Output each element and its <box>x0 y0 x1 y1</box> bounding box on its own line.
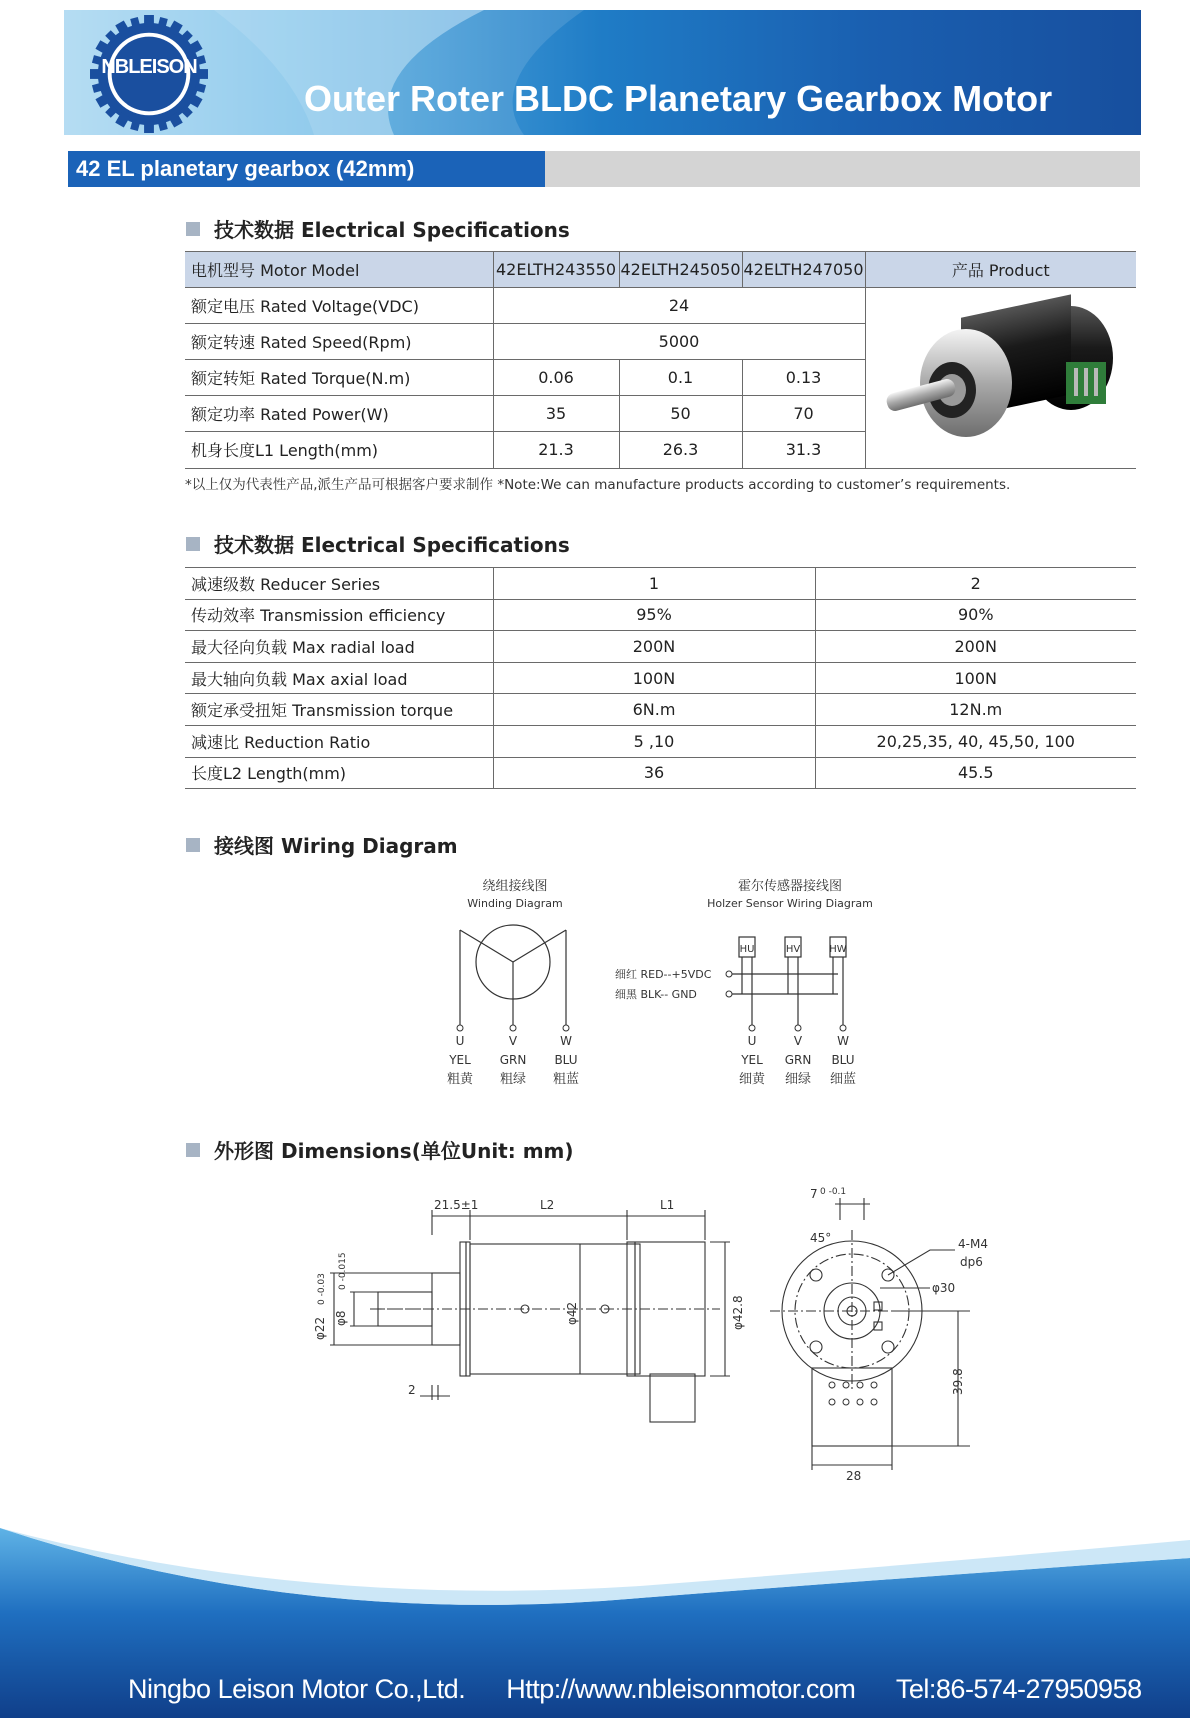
hall-title-en: Holzer Sensor Wiring Diagram <box>707 897 873 910</box>
hall-title-cn: 霍尔传感器接线图 <box>737 879 843 894</box>
cell-value: 0.06 <box>493 359 619 395</box>
hall-pin-phase: V <box>793 1034 803 1048</box>
winding-title-cn: 绕组接线图 <box>482 879 548 894</box>
cell-value: 6N.m <box>493 694 815 726</box>
winding-pin-color: BLU <box>554 1053 578 1067</box>
hall-pin-color: BLU <box>831 1053 855 1067</box>
sensor-label: HU <box>739 944 755 955</box>
section-heading-wiring: 接线图 Wiring Diagram <box>186 830 458 859</box>
winding-symbol <box>460 925 566 1025</box>
table-row <box>185 287 1136 323</box>
cell-value: 95% <box>493 599 815 631</box>
cell-value: 31.3 <box>742 432 865 468</box>
page-title: Outer Roter BLDC Planetary Gearbox Motor <box>304 78 1053 119</box>
cell-value: 0.1 <box>619 359 742 395</box>
cell-value: 50 <box>619 396 742 432</box>
cell-value: 200N <box>815 631 1136 663</box>
bullet-square-icon <box>186 1143 200 1157</box>
hall-pin-color: YEL <box>741 1053 763 1067</box>
winding-pin-phase: V <box>508 1034 518 1048</box>
bullet-square-icon <box>186 838 200 852</box>
row-label: 减速比 Reduction Ratio <box>185 725 493 757</box>
row-label: 传动效率 Transmission efficiency <box>185 599 493 631</box>
hall-pin-color: GRN <box>784 1053 812 1067</box>
dim-key: 7 <box>810 1187 818 1201</box>
motor-product-image <box>866 288 1136 464</box>
row-label: 机身长度L1 Length(mm) <box>185 432 493 468</box>
table-row <box>185 757 1136 789</box>
dim-height: 39.8 <box>951 1368 965 1395</box>
cell-value: 26.3 <box>619 432 742 468</box>
footer-company: Ningbo Leison Motor Co.,Ltd. <box>128 1674 466 1704</box>
winding-title-en: Winding Diagram <box>467 897 563 910</box>
cell-value: 200N <box>493 631 815 663</box>
dim-key-tol: 0 -0.1 <box>820 1187 847 1197</box>
electrical-spec-table <box>185 251 1136 469</box>
gearbox-spec-table <box>185 567 1136 789</box>
dim-shaft-length: 21.5±1 <box>434 1198 479 1212</box>
hall-pin-phase: W <box>837 1034 849 1048</box>
header-cell: 产品 Product <box>865 252 1136 288</box>
footer-tel: Tel:86-574-27950958 <box>895 1674 1142 1704</box>
winding-pin-cn: 粗绿 <box>499 1072 527 1087</box>
dim-pcd: φ30 <box>932 1281 956 1295</box>
cell-value: 36 <box>493 757 815 789</box>
cell-value: 90% <box>815 599 1136 631</box>
blk-wire-label: 细黑 BLK-- GND <box>615 988 697 1001</box>
hall-pin-cn: 细蓝 <box>829 1072 857 1087</box>
cell-value: 100N <box>493 662 815 694</box>
header-cell: 42ELTH245050 <box>619 252 742 288</box>
subtitle: 42 EL planetary gearbox (42mm) <box>76 156 415 181</box>
winding-pin-cn: 粗黄 <box>446 1072 474 1087</box>
dim-gear-dia: φ42 <box>565 1301 579 1325</box>
cell-value: 2 <box>815 568 1136 600</box>
row-label: 额定电压 Rated Voltage(VDC) <box>185 287 493 323</box>
cell-value: 12N.m <box>815 694 1136 726</box>
bullet-square-icon <box>186 537 200 551</box>
sensor-label: HW <box>829 944 847 955</box>
table-row <box>185 568 1136 600</box>
custom-note: *以上仅为代表性产品,派生产品可根据客户要求制作 *Note:We can manufacture products according to customer’s requirements. <box>185 477 1011 493</box>
hall-pin-cn: 细绿 <box>784 1072 812 1087</box>
table-row <box>185 631 1136 663</box>
dim-l1: L1 <box>660 1198 675 1212</box>
bullet-square-icon <box>186 222 200 236</box>
cell-value: 45.5 <box>815 757 1136 789</box>
cell-value: 5 ,10 <box>493 725 815 757</box>
table-row <box>185 694 1136 726</box>
table-row <box>185 662 1136 694</box>
header-cell: 42ELTH243550 <box>493 252 619 288</box>
row-label: 最大径向负载 Max radial load <box>185 631 493 663</box>
dim-angle: 45° <box>810 1231 832 1245</box>
subtitle-bar-blue <box>68 151 545 187</box>
dim-depth: dp6 <box>960 1255 983 1269</box>
hall-pin-phase: U <box>747 1034 757 1048</box>
dim-boss-dia: φ22 <box>313 1316 327 1340</box>
row-label: 最大轴向负载 Max axial load <box>185 662 493 694</box>
cell-value: 70 <box>742 396 865 432</box>
cell-value: 35 <box>493 396 619 432</box>
cell-value: 5000 <box>493 323 865 359</box>
red-wire-label: 细红 RED--+5VDC <box>615 968 712 981</box>
hall-pin-cn: 细黄 <box>738 1072 766 1087</box>
wiring-diagram <box>430 875 890 1095</box>
row-label: 减速级数 Reducer Series <box>185 568 493 600</box>
dim-motor-dia: φ42.8 <box>731 1295 745 1330</box>
footer-contact <box>128 1674 1176 1705</box>
dim-boss-tol: 0 -0.03 <box>317 1273 327 1305</box>
winding-pin-phase: W <box>560 1034 572 1048</box>
footer-url[interactable]: Http://www.nbleisonmotor.com <box>506 1674 856 1704</box>
dim-l2: L2 <box>540 1198 555 1212</box>
winding-pin-color: GRN <box>499 1053 527 1067</box>
table-row <box>185 599 1136 631</box>
header-cell: 42ELTH247050 <box>742 252 865 288</box>
dim-flange: 2 <box>408 1383 416 1397</box>
row-label: 额定转速 Rated Speed(Rpm) <box>185 323 493 359</box>
cell-value: 20,25,35, 40, 45,50, 100 <box>815 725 1136 757</box>
dim-shaft-tol: 0 -0.015 <box>338 1252 348 1290</box>
row-label: 额定承受扭矩 Transmission torque <box>185 694 493 726</box>
cell-value: 1 <box>493 568 815 600</box>
cell-value: 21.3 <box>493 432 619 468</box>
cell-value: 24 <box>493 287 865 323</box>
table-row <box>185 725 1136 757</box>
dim-shaft-dia: φ8 <box>334 1310 348 1326</box>
dim-width: 28 <box>846 1469 862 1483</box>
table-header-row <box>185 252 1136 288</box>
winding-pin-phase: U <box>455 1034 465 1048</box>
section-heading-electrical-1: 技术数据 Electrical Specifications <box>186 214 570 243</box>
product-image-cell <box>865 287 1136 468</box>
winding-pin-color: YEL <box>449 1053 471 1067</box>
section-heading-electrical-2: 技术数据 Electrical Specifications <box>186 529 570 558</box>
cell-value: 100N <box>815 662 1136 694</box>
winding-pin-cn: 粗蓝 <box>552 1072 580 1087</box>
subtitle-bar <box>68 151 1140 187</box>
logo-text: NBLEISON <box>101 56 197 78</box>
section-heading-dimensions: 外形图 Dimensions(单位Unit: mm) <box>186 1135 574 1164</box>
dim-holes: 4-M4 <box>958 1237 988 1251</box>
row-label: 长度L2 Length(mm) <box>185 757 493 789</box>
header-cell: 电机型号 Motor Model <box>185 252 493 288</box>
dimension-drawing <box>313 1180 1010 1490</box>
row-label: 额定转矩 Rated Torque(N.m) <box>185 359 493 395</box>
cell-value: 0.13 <box>742 359 865 395</box>
row-label: 额定功率 Rated Power(W) <box>185 396 493 432</box>
sensor-label: HV <box>785 944 801 955</box>
